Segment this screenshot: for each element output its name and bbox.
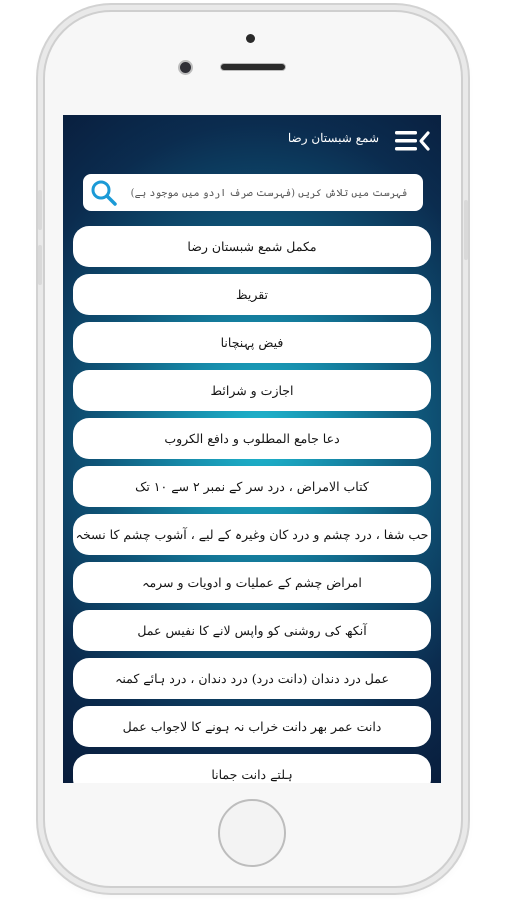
list-item[interactable]	[73, 466, 431, 507]
list-item[interactable]	[73, 274, 431, 315]
list-item[interactable]	[73, 322, 431, 363]
list-item-label: آنکھ کی روشنی کو واپس لانے کا نفیس عمل	[137, 623, 367, 638]
front-camera	[178, 60, 193, 75]
chapter-list	[63, 115, 441, 783]
app-screen	[63, 115, 441, 783]
list-item-label: ہلتے دانت جمانا	[211, 767, 293, 782]
list-item[interactable]	[73, 658, 431, 699]
camera	[246, 34, 255, 43]
list-item-label: عمل درد دندان (دانت درد) درد دندان ، درد ہائے کمنہ	[115, 671, 389, 686]
list-item-label: فیض پہنچانا	[220, 335, 284, 350]
list-item-label: مکمل شمع شبستان رضا	[187, 239, 317, 254]
list-item-label: دانت عمر بھر دانت خراب نہ ہونے کا لاجواب عمل	[122, 719, 382, 734]
list-item[interactable]	[73, 370, 431, 411]
volume-button	[38, 245, 42, 285]
list-item[interactable]	[73, 418, 431, 459]
app-title: شمع شبستان رضا	[287, 131, 379, 145]
list-item-label: دعا جامع المطلوب و دافع الکروب	[164, 431, 340, 446]
list-item[interactable]	[73, 610, 431, 651]
power-button	[464, 200, 468, 260]
list-item[interactable]	[73, 706, 431, 747]
volume-button	[38, 190, 42, 230]
list-item[interactable]	[73, 226, 431, 267]
earpiece-speaker	[220, 63, 286, 71]
list-item-label: حب شفا ، درد چشم و درد کان وغیرہ کے لیے ، آشوب چشم کا نسخہ	[75, 527, 429, 542]
list-item-label: امراض چشم کے عملیات و ادویات و سرمہ	[142, 575, 362, 590]
list-item[interactable]	[73, 754, 431, 783]
home-button[interactable]	[218, 799, 286, 867]
list-item-label: اجازت و شرائط	[210, 383, 294, 398]
list-item[interactable]	[73, 562, 431, 603]
list-item[interactable]	[73, 514, 431, 555]
list-item-label: کتاب الامراض ، درد سر کے نمبر ۲ سے ۱۰ تک	[135, 479, 369, 494]
list-item-label: تقریظ	[235, 287, 269, 302]
